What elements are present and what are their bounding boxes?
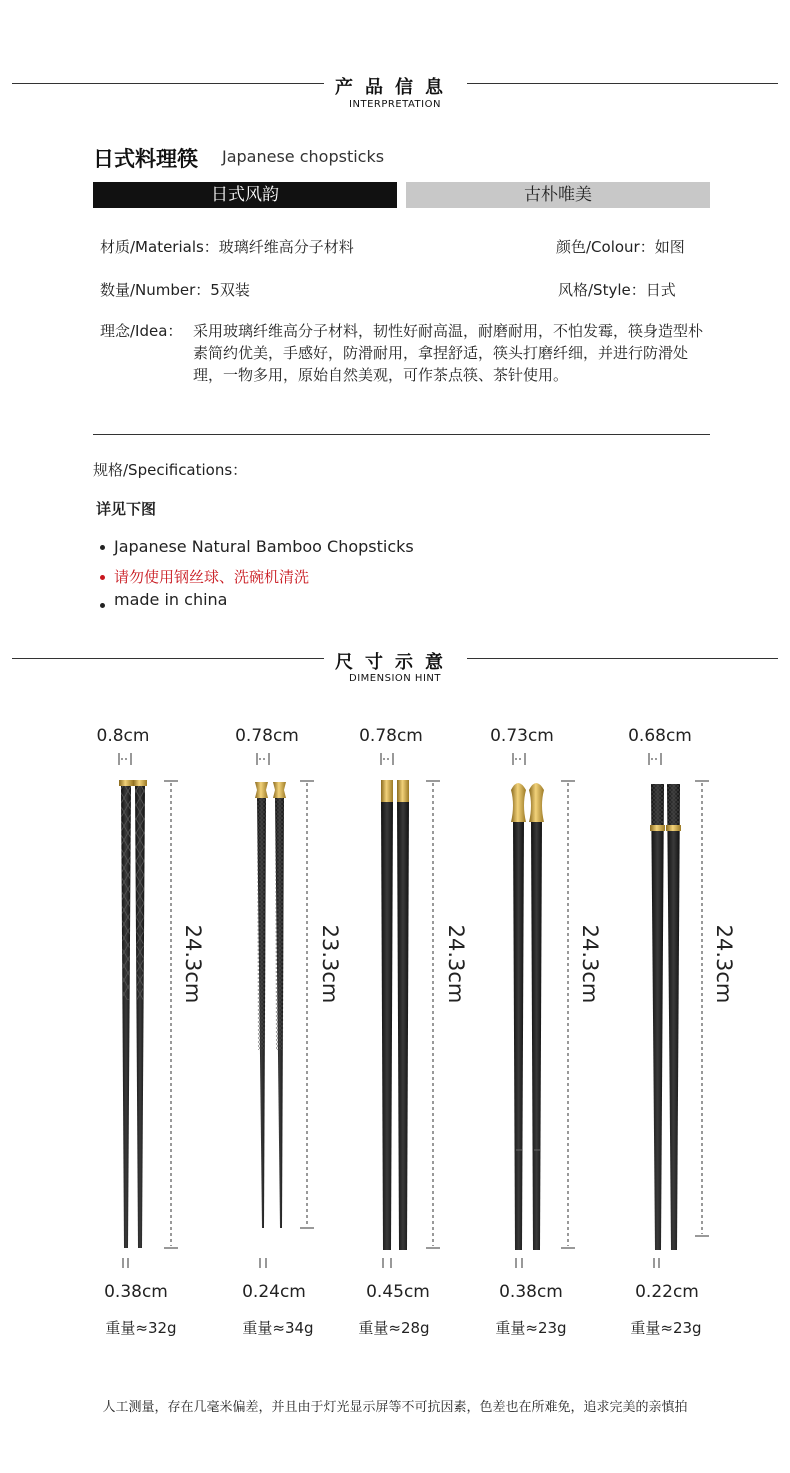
product-title-cn: 日式料理筷 (93, 147, 198, 171)
length-markers (164, 781, 709, 1248)
chopstick-5-top-width: 0.68cm (628, 726, 692, 746)
chopstick-3-length: 24.3cm (444, 924, 468, 1004)
product-title-en: Japanese chopsticks (222, 147, 385, 166)
section1-subtitle: INTERPRETATION (349, 99, 441, 110)
section2-title: 尺寸示意 (335, 652, 455, 673)
chopstick-1-length: 24.3cm (181, 924, 205, 1004)
bottom-width-markers (123, 1258, 659, 1268)
chopstick-pair-4 (511, 783, 544, 1250)
chopstick-5-bottom-width: 0.22cm (635, 1282, 699, 1302)
info-idea-text: 采用玻璃纤维高分子材料，韧性好耐高温，耐磨耐用，不怕发霉，筷身造型朴素简约优美，手感好，防滑耐用，拿捏舒适，筷头打磨纤细，并进行防滑处理，一物多用，原始自然美观，可作茶点筷、茶针使用。 (193, 322, 704, 384)
info-style: 风格/Style：日式 (558, 281, 676, 299)
chopstick-2-weight: 重量≈34g (242, 1319, 314, 1337)
info-colour: 颜色/Colour：如图 (556, 238, 685, 256)
chopstick-3-bottom-width: 0.45cm (366, 1282, 430, 1302)
top-width-markers (119, 753, 661, 765)
spec-label: 规格/Specifications： (93, 461, 248, 479)
chopstick-4-weight: 重量≈23g (495, 1319, 567, 1337)
chopstick-pair-3 (381, 780, 409, 1250)
chopstick-2-top-width: 0.78cm (235, 726, 299, 746)
bullet-text: Japanese Natural Bamboo Chopsticks (114, 537, 414, 556)
chopstick-4-length: 24.3cm (578, 924, 602, 1004)
chopstick-4-top-width: 0.73cm (490, 726, 554, 746)
spec-detail: 详见下图 (96, 500, 157, 518)
section2-subtitle: DIMENSION HINT (349, 673, 441, 684)
chopstick-1-top-width: 0.8cm (96, 726, 150, 746)
chopstick-4-bottom-width: 0.38cm (499, 1282, 563, 1302)
info-idea-label: 理念/Idea： (100, 322, 183, 340)
info-material: 材质/Materials：玻璃纤维高分子材料 (100, 238, 354, 256)
bullet-text: 请勿使用钢丝球、洗碗机清洗 (114, 568, 310, 586)
chopstick-5-weight: 重量≈23g (630, 1319, 702, 1337)
info-number: 数量/Number：5双装 (100, 281, 250, 299)
chopstick-3-weight: 重量≈28g (358, 1319, 430, 1337)
chopstick-1-weight: 重量≈32g (105, 1319, 177, 1337)
footer-disclaimer: 人工测量，存在几毫米偏差，并且由于灯光显示屏等不可抗因素，色差也在所难免，追求完美的亲慎拍 (102, 1400, 688, 1415)
chopstick-2-length: 23.3cm (318, 924, 342, 1004)
chopstick-pair-1 (119, 780, 147, 1248)
tab-simple-beauty: 古朴唯美 (406, 182, 710, 208)
tab-style-charm: 日式风韵 (93, 182, 397, 208)
chopstick-2-bottom-width: 0.24cm (242, 1282, 306, 1302)
chopstick-pair-5 (650, 784, 681, 1250)
chopstick-5-length: 24.3cm (712, 924, 736, 1004)
chopstick-3-top-width: 0.78cm (359, 726, 423, 746)
chopstick-pair-2 (255, 782, 286, 1228)
chopstick-1-bottom-width: 0.38cm (104, 1282, 168, 1302)
bullet-text: made in china (114, 590, 228, 609)
section1-title: 产品信息 (335, 77, 455, 98)
